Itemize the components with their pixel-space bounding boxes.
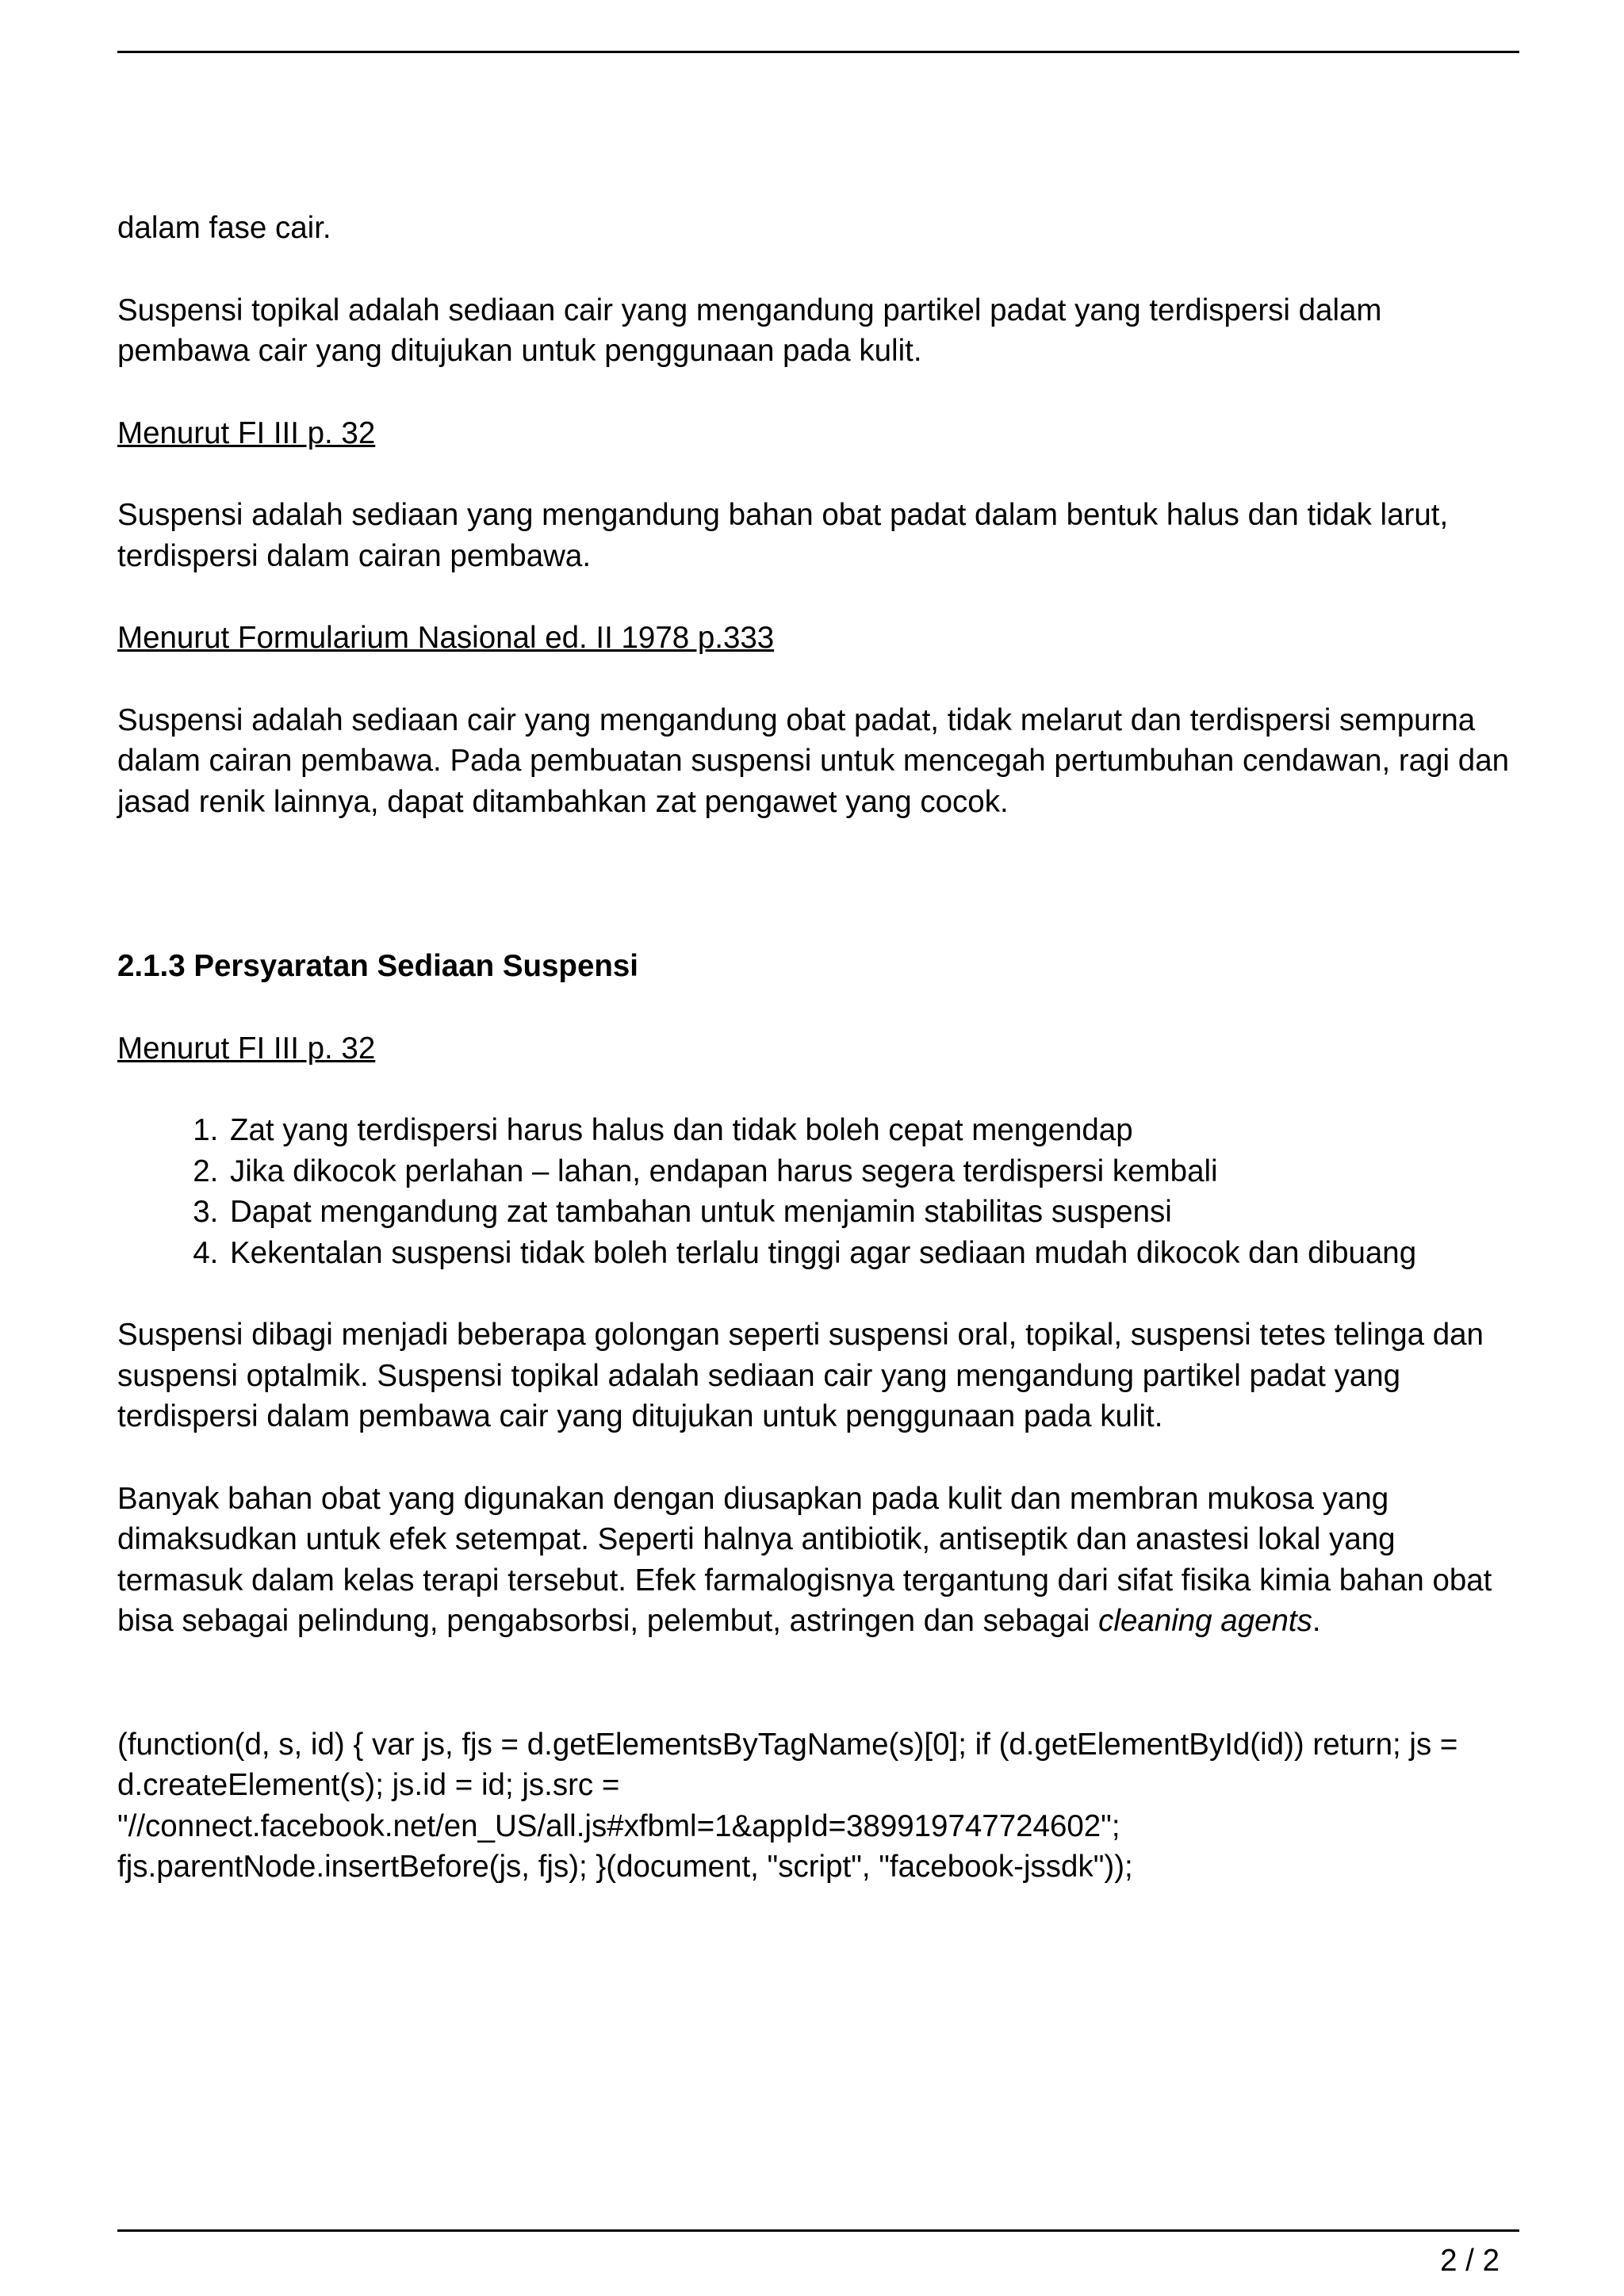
reference-fi-iii-requirements: Menurut FI III p. 32 (117, 1031, 376, 1066)
paragraph-suspensi-pengawet: Suspensi adalah sediaan cair yang mengandung obat padat, tidak melarut dan terdispersi sempurna dalam cairan pembawa. Pada pembuatan suspensi untuk mencegah pertumbuhan cendawan, ragi dan jasad renik lainnya, dapat ditambahkan zat pengawet yang cocok. (117, 702, 1510, 819)
requirement-item: 1. Zat yang terdispersi harus halus dan tidak boleh cepat mengendap (227, 1110, 1519, 1151)
requirement-item: 3. Dapat mengandung zat tambahan untuk menjamin stabilitas suspensi (227, 1192, 1519, 1233)
cleaning-agents-term: cleaning agents (1098, 1604, 1312, 1638)
requirement-item: 4. Kekentalan suspensi tidak boleh terlalu tinggi agar sediaan mudah dikocok dan dibuang (227, 1233, 1519, 1274)
paragraph-suspensi-definition: Suspensi adalah sediaan yang mengandung bahan obat padat dalam bentuk halus dan tidak larut, terdispersi dalam cairan pembawa. (117, 498, 1449, 573)
paragraph-suspensi-topikal: Suspensi topikal adalah sediaan cair yang mengandung partikel padat yang terdispersi dalam pembawa cair yang ditujukan untuk penggunaan pada kulit. (117, 293, 1382, 368)
page-number: 2 / 2 (1440, 2244, 1500, 2278)
paragraph-golongan-suspensi: Suspensi dibagi menjadi beberapa golongan seperti suspensi oral, topikal, suspensi tetes telinga dan suspensi optalmik. Suspensi topikal adalah sediaan cair yang mengandung partikel padat yang terdispersi dalam pembawa cair yang ditujukan untuk penggunaan pada kulit. (117, 1318, 1484, 1433)
header-rule (117, 51, 1519, 53)
document-body (117, 208, 1519, 1929)
embedded-script-text: (function(d, s, id) { var js, fjs = d.getElementsByTagName(s)[0]; if (d.getElementById(id)) return; js = d.createElement(s); js.id = id; js.src = "//connect.facebook.net/en_US/all.js#xfbml=1&appId=389919747724602"; fjs.parentNode.insertBefore(js, fjs); }(document, "script", "facebook-jssdk")); (117, 1727, 1458, 1884)
requirement-item: 2. Jika dikocok perlahan – lahan, endapan harus segera terdispersi kembali (227, 1151, 1519, 1192)
requirements-list (117, 1110, 1519, 1273)
paragraph-fase-cair: dalam fase cair. (117, 211, 331, 245)
reference-formularium-nasional: Menurut Formularium Nasional ed. II 1978 p.333 (117, 621, 775, 655)
section-spacer (117, 863, 1519, 946)
paragraph-bahan-obat-text: Banyak bahan obat yang digunakan dengan diusapkan pada kulit dan membran mukosa yang dimaksudkan untuk efek setempat. Seperti halnya antibiotik, antiseptik dan anastesi lokal yang termasuk dalam kelas terapi tersebut. Efek farmalogisnya tergantung dari sifat fisika kimia bahan obat bisa sebagai pelindung, pengabsorbsi, pelembut, astringen dan sebagai (117, 1481, 1492, 1638)
paragraph-bahan-obat-end: . (1312, 1604, 1321, 1638)
reference-fi-iii: Menurut FI III p. 32 (117, 415, 376, 450)
footer-rule (117, 2229, 1519, 2232)
code-spacer (117, 1683, 1519, 1724)
paragraph-bahan-obat (117, 1479, 1519, 1642)
section-heading: 2.1.3 Persyaratan Sediaan Suspensi (117, 949, 638, 983)
